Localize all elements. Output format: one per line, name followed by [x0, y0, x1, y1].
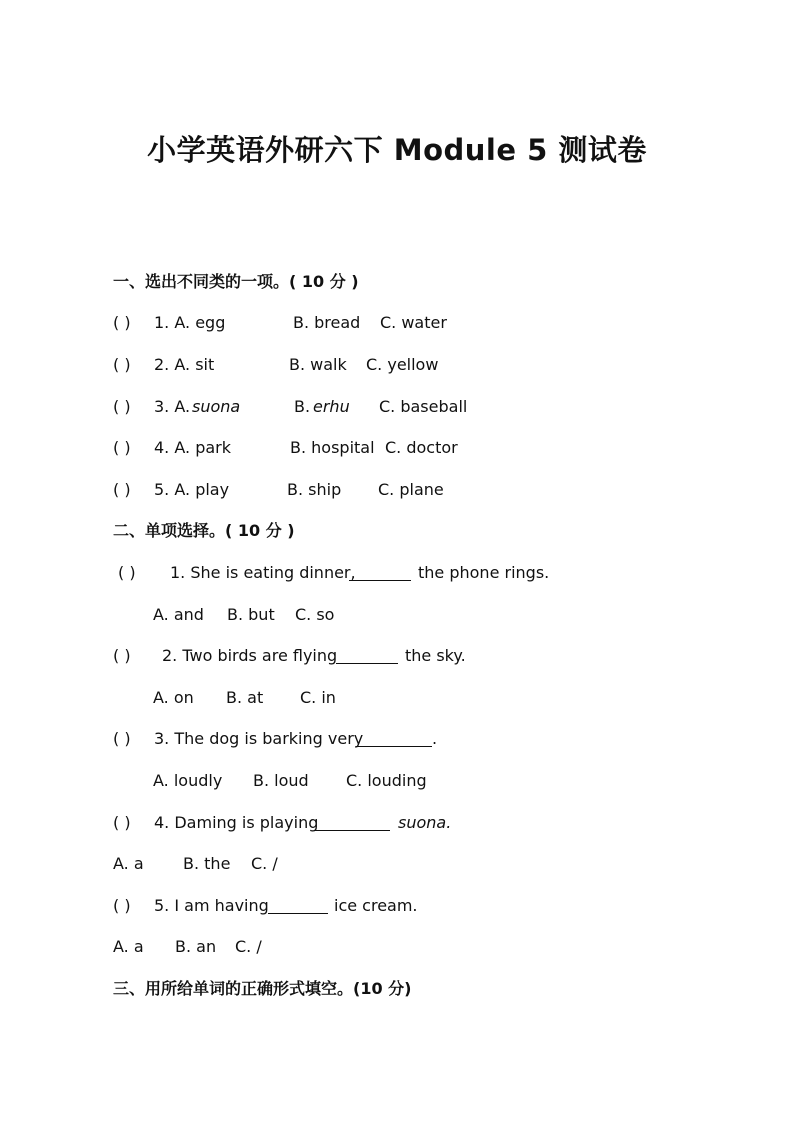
question-text-post: ice cream. — [334, 896, 418, 915]
answer-blank[interactable] — [314, 816, 390, 831]
option-a: 4. A. park — [154, 438, 231, 457]
answer-paren: ( ) — [113, 355, 131, 374]
option-a-word: suona — [192, 397, 241, 416]
option-b-word: erhu — [313, 397, 350, 416]
section1-heading: 一、选出不同类的一项。( 10 分 ) — [113, 272, 359, 291]
answer-paren: ( ) — [113, 729, 131, 748]
option-b: B. the — [183, 854, 231, 873]
option-b: B. walk — [289, 355, 347, 374]
answer-paren: ( ) — [113, 397, 131, 416]
option-a: A. on — [153, 688, 194, 707]
question-text-post: . — [432, 729, 438, 748]
option-b: B. at — [226, 688, 264, 707]
answer-blank[interactable] — [268, 899, 328, 914]
option-c: C. baseball — [379, 397, 468, 416]
answer-paren: ( ) — [113, 813, 131, 832]
question-text-pre: 1. She is eating dinner, — [170, 563, 356, 582]
option-c: C. so — [295, 605, 335, 624]
question-text-pre: 4. Daming is playing — [154, 813, 319, 832]
answer-paren: ( ) — [113, 480, 131, 499]
answer-blank[interactable] — [336, 649, 398, 664]
option-c: C. / — [251, 854, 278, 873]
option-a: A. and — [153, 605, 204, 624]
answer-paren: ( ) — [118, 563, 136, 582]
option-a-label: 3. A. — [154, 397, 191, 416]
option-a: 5. A. play — [154, 480, 230, 499]
option-c: C. in — [300, 688, 336, 707]
question-text-pre: 5. I am having — [154, 896, 269, 915]
answer-paren: ( ) — [113, 896, 131, 915]
option-b: B. hospital — [290, 438, 375, 457]
option-c: C. doctor — [385, 438, 458, 457]
option-b-label: B. — [294, 397, 311, 416]
answer-blank[interactable] — [349, 566, 411, 581]
option-b: B. an — [175, 937, 217, 956]
answer-paren: ( ) — [113, 646, 131, 665]
option-a: 2. A. sit — [154, 355, 215, 374]
section2-heading: 二、单项选择。( 10 分 ) — [113, 521, 295, 540]
question-text-pre: 2. Two birds are flying — [162, 646, 338, 665]
page-title: 小学英语外研六下 Module 5 测试卷 — [147, 133, 647, 167]
option-c: C. yellow — [366, 355, 439, 374]
answer-blank[interactable] — [356, 732, 432, 747]
option-c: C. water — [380, 313, 447, 332]
section3-heading: 三、用所给单词的正确形式填空。(10 分) — [113, 979, 412, 998]
option-b: B. bread — [293, 313, 361, 332]
option-b: B. loud — [253, 771, 309, 790]
option-b: B. ship — [287, 480, 342, 499]
question-text-post: suona. — [398, 813, 452, 832]
question-text-post: the phone rings. — [418, 563, 550, 582]
option-c: C. louding — [346, 771, 427, 790]
option-c: C. / — [235, 937, 262, 956]
question-text-post: the sky. — [405, 646, 466, 665]
option-b: B. but — [227, 605, 275, 624]
option-a: A. a — [113, 854, 144, 873]
option-c: C. plane — [378, 480, 444, 499]
answer-paren: ( ) — [113, 313, 131, 332]
option-a: A. a — [113, 937, 144, 956]
option-a: A. loudly — [153, 771, 223, 790]
answer-paren: ( ) — [113, 438, 131, 457]
question-text-pre: 3. The dog is barking very — [154, 729, 364, 748]
option-a: 1. A. egg — [154, 313, 226, 332]
